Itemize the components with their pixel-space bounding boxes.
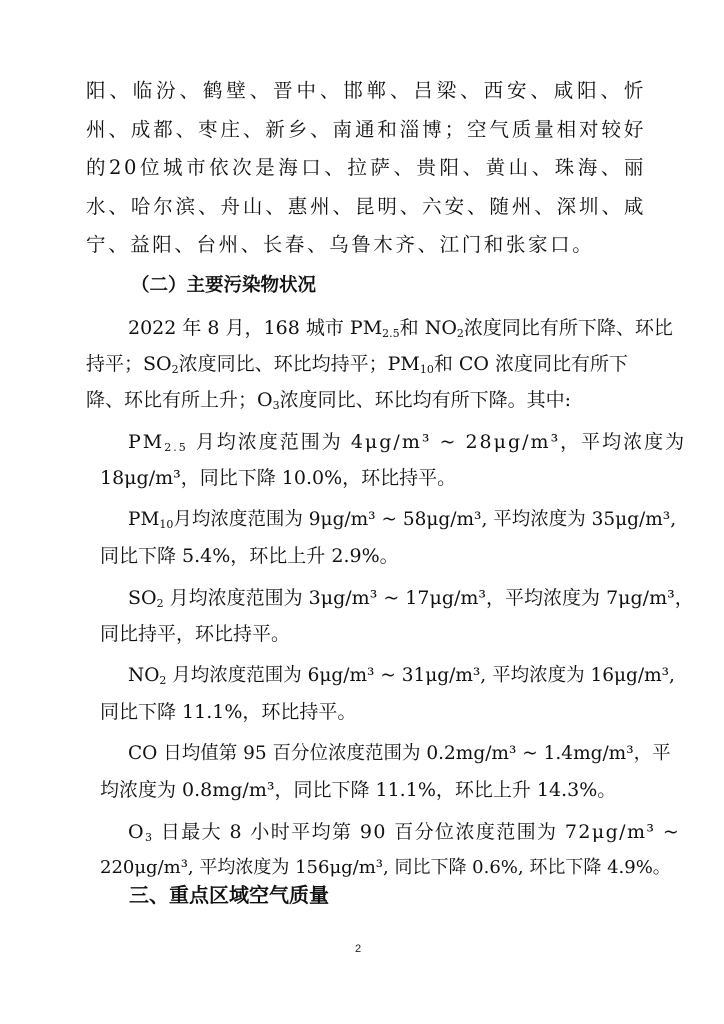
no2-line-2: 同比下降 11.1%，环比持平。 <box>100 701 357 723</box>
pm25-line-2: 18μg/m³，同比下降 10.0%，环比持平。 <box>100 467 457 489</box>
pm25-line-1: $PM_{2.5}$ 月均浓度范围为 4μg/m³ ~ 28μg/m³，平均浓度为 <box>128 431 687 454</box>
pm10-line-2: 同比下降 5.4%，环比上升 2.9%。 <box>100 545 399 567</box>
section-heading-pollutants: （二）主要污染物状况 <box>131 275 317 296</box>
section-heading-key-regions: 三、重点区域空气质量 <box>129 883 329 907</box>
o3-line-1: $O_3$ 日最大 8 小时平均第 90 百分位浓度范围为 72μg/m³ ~ <box>128 821 681 844</box>
pm10-line-1: $PM_{10}$月均浓度范围为 9μg/m³ ~ 58μg/m³, 平均浓度为 35μg/m³, <box>128 509 677 531</box>
co-line-2: 均浓度为 0.8mg/m³，同比下降 11.1%，环比上升 14.3%。 <box>100 779 617 801</box>
co-line-1: CO 日均值第 95 百分位浓度范围为 0.2mg/m³ ~ 1.4mg/m³，平 <box>128 743 671 764</box>
page-number: 2 <box>355 943 362 955</box>
summary-line-2: 持平；$SO_2$浓度同比、环比均持平；$PM_{10}$和 CO 浓度同比有所下 <box>86 353 629 376</box>
summary-line-1: 2022 年 8 月，168 城市 $PM_{2.5}$和 $NO_2$浓度同比有所下降、环比 <box>128 317 673 340</box>
so2-line-1: $SO_2$ 月均浓度范围为 3μg/m³ ~ 17μg/m³，平均浓度为 7μg/m³， <box>128 587 694 610</box>
so2-line-2: 同比持平，环比持平。 <box>100 623 291 645</box>
summary-line-3: 降、环比有所上升；$O_3$浓度同比、环比均有所下降。其中: <box>86 389 571 412</box>
no2-line-1: $NO_2$ 月均浓度范围为 6μg/m³ ~ 31μg/m³, 平均浓度为 16μg/m³, <box>128 665 675 687</box>
city-ranking-paragraph: 阳、临汾、鹤壁、晋中、邯郸、吕梁、西安、咸阳、忻州、成都、枣庄、新乡、南通和淄博；空气质量相对较好的20位城市依次是海口、拉萨、贵阳、黄山、珠海、丽水、哈尔滨、舟山、惠州、昆明、六安、随州、深圳、咸宁、益阳、台州、长春、乌鲁木齐、江门和张家口。 <box>86 79 646 256</box>
o3-line-2: 220μg/m³, 平均浓度为 156μg/m³, 同比下降 0.6%, 环比下降 4.9%。 <box>100 857 671 878</box>
